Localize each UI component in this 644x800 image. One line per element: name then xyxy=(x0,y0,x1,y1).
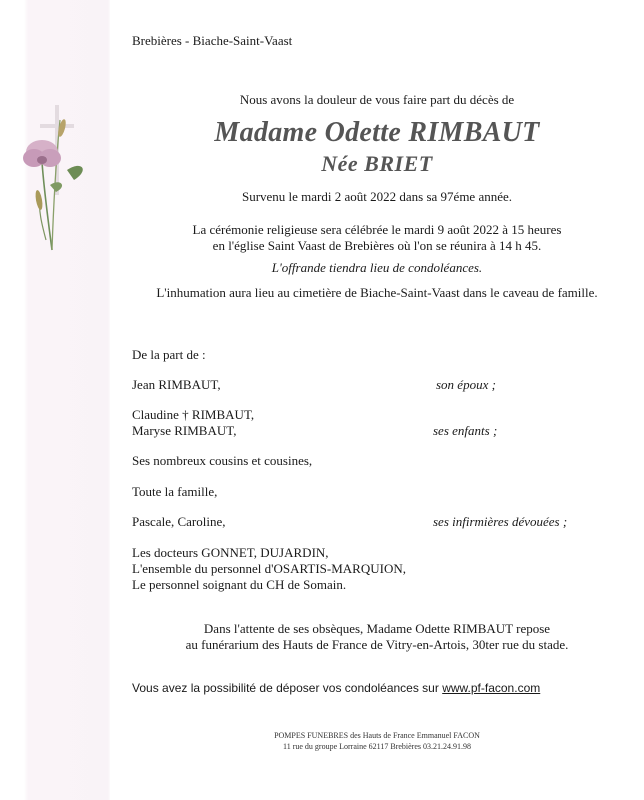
footer-line-2: 11 rue du groupe Lorraine 62117 Brebières 03.21.24.91.98 xyxy=(282,742,472,751)
child-1-name: Claudine † RIMBAUT, xyxy=(132,407,255,422)
family-all-text: Toute la famille, xyxy=(132,484,218,499)
children-role: ses enfants ; xyxy=(433,423,498,438)
location-header: Brebières - Biache-Saint-Vaast xyxy=(132,33,293,48)
burial-text: L'inhumation aura lieu au cimetière de Biache-Saint-Vaast dans le caveau de famille. xyxy=(156,285,598,300)
footer-line-1: POMPES FUNEBRES des Hauts de France Emmanuel FACON xyxy=(274,731,480,740)
offering-text: L'offrande tiendra lieu de condoléances. xyxy=(271,260,483,275)
maiden-name: Née BRIET xyxy=(321,151,433,176)
spouse-name: Jean RIMBAUT, xyxy=(132,377,221,392)
death-date-text: Survenu le mardi 2 août 2022 dans sa 97éme année. xyxy=(241,189,513,204)
ceremony-line-1: La cérémonie religieuse sera célébrée le mardi 9 août 2022 à 15 heures xyxy=(192,222,562,237)
deceased-name: Madame Odette RIMBAUT xyxy=(214,117,540,148)
cousins-text: Ses nombreux cousins et cousines, xyxy=(132,453,313,468)
child-2-name: Maryse RIMBAUT, xyxy=(132,423,237,438)
staff-line-2: Le personnel soignant du CH de Somain. xyxy=(132,577,347,592)
staff-line-1: L'ensemble du personnel d'OSARTIS-MARQUION, xyxy=(132,561,406,576)
ceremony-line-2: en l'église Saint Vaast de Brebières où l'on se réunira à 14 h 45. xyxy=(212,238,542,253)
intro-text: Nous avons la douleur de vous faire part du décès de xyxy=(239,92,515,107)
rest-line-1: Dans l'attente de ses obsèques, Madame Odette RIMBAUT repose xyxy=(203,621,551,636)
nurses-names: Pascale, Caroline, xyxy=(132,514,226,529)
condolences-link[interactable]: www.pf-facon.com xyxy=(442,681,541,695)
flower-cross-icon xyxy=(12,100,102,260)
rest-line-2: au funérarium des Hauts de France de Vitry-en-Artois, 30ter rue du stade. xyxy=(185,637,569,652)
doctors-text: Les docteurs GONNET, DUJARDIN, xyxy=(132,545,329,560)
family-heading: De la part de : xyxy=(132,347,206,362)
nurses-role: ses infirmières dévouées ; xyxy=(433,514,568,529)
condolences-line xyxy=(132,681,540,695)
condolences-text: Vous avez la possibilité de déposer vos condoléances sur xyxy=(132,681,439,695)
spouse-role: son époux ; xyxy=(436,377,496,392)
